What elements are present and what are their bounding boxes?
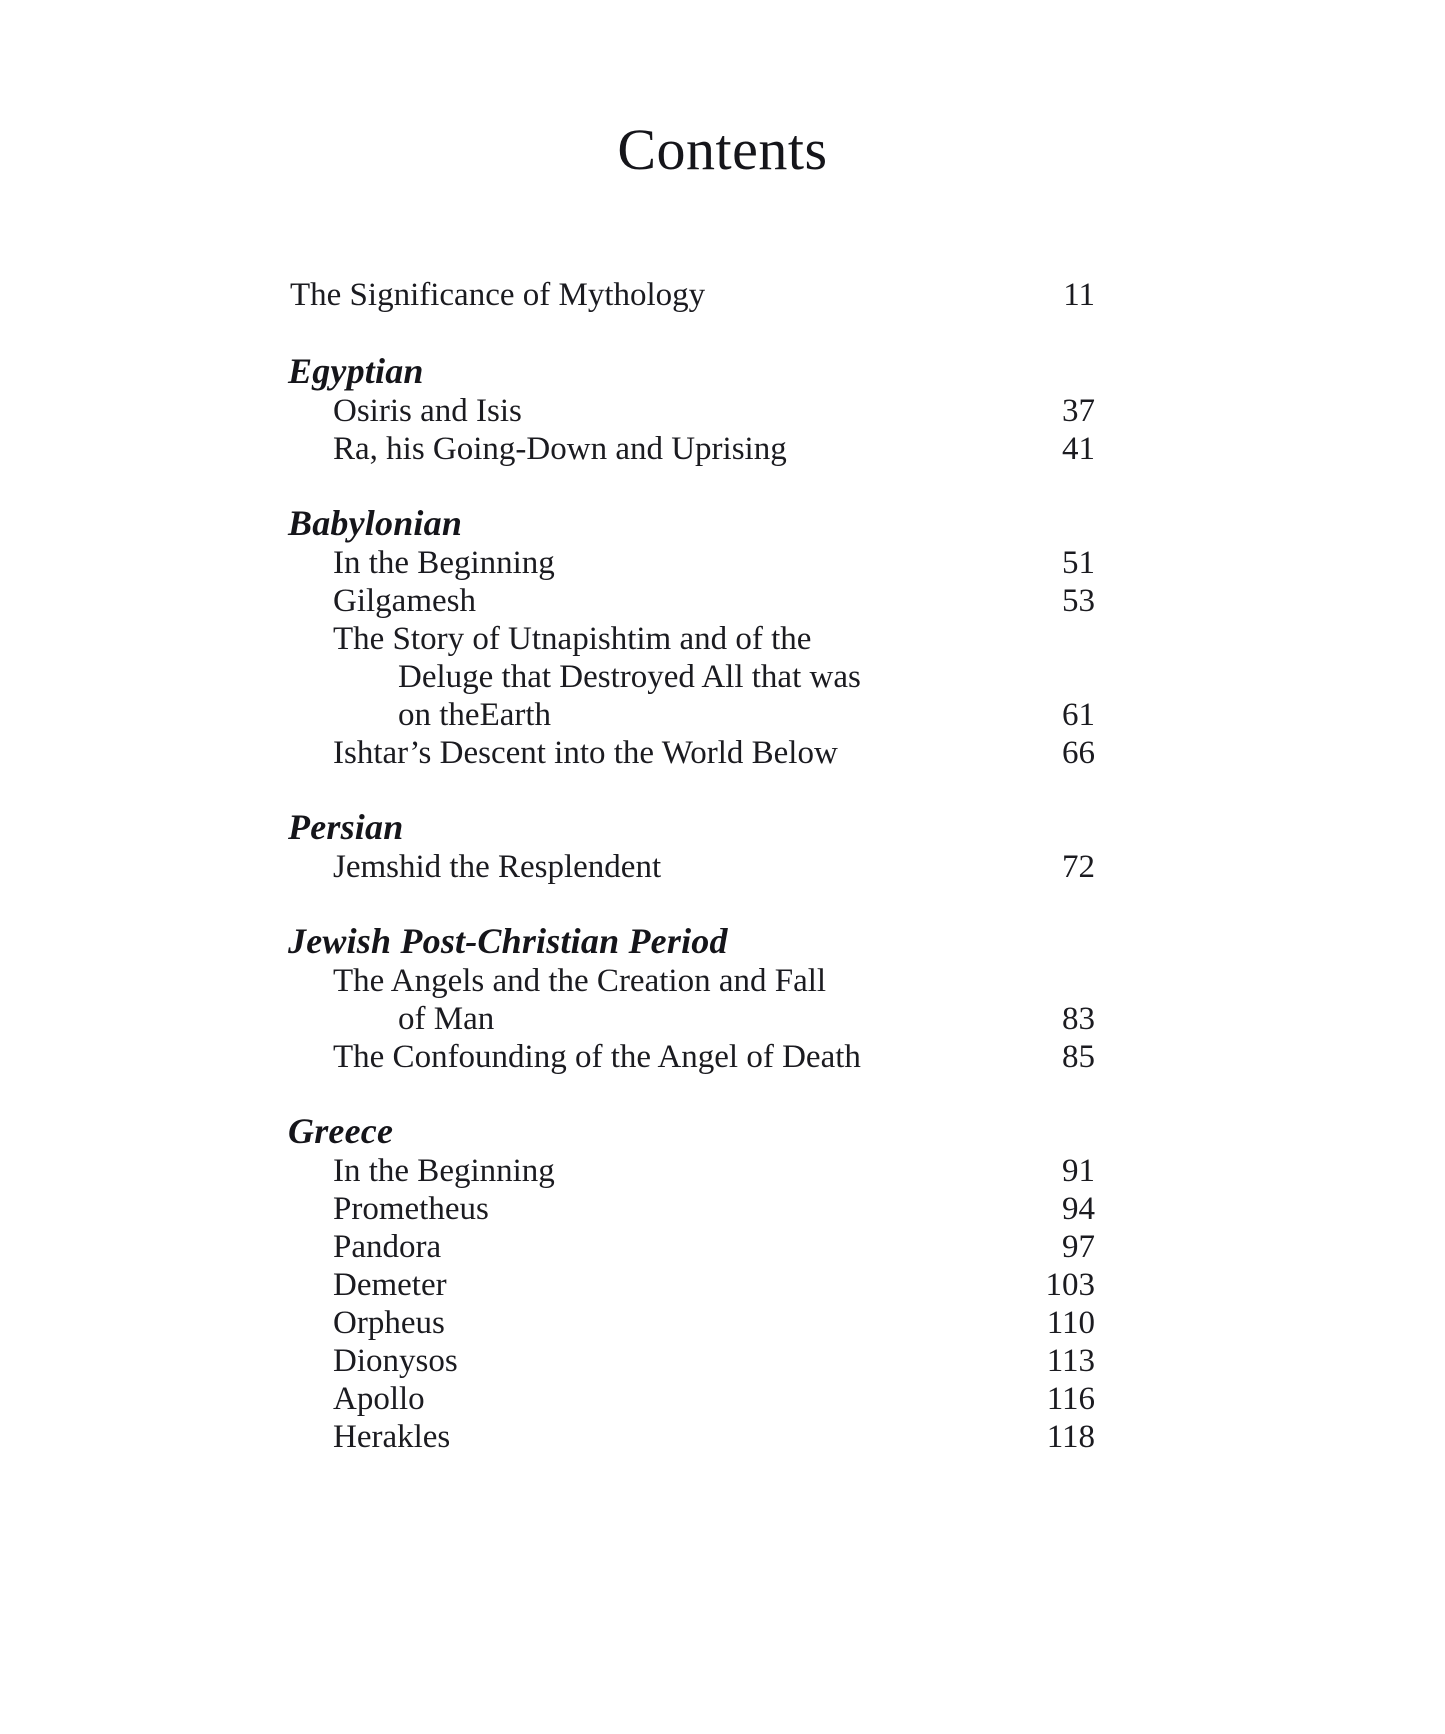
toc-entry-label: The Angels and the Creation and Fall (333, 963, 827, 999)
toc-spacer (0, 1076, 1445, 1110)
toc-entry[interactable] (0, 620, 1445, 658)
toc-entry[interactable] (0, 848, 1445, 886)
toc-section (0, 502, 1445, 772)
toc-entry-label: Jemshid the Resplendent (333, 849, 662, 885)
toc-entry[interactable] (0, 582, 1445, 620)
toc-entry[interactable] (0, 392, 1445, 430)
toc-entry-label: The Story of Utnapishtim and of the (333, 621, 812, 657)
toc-entry[interactable] (0, 962, 1445, 1000)
toc-entry[interactable] (0, 1418, 1445, 1456)
toc-entry[interactable] (0, 1228, 1445, 1266)
toc-entry[interactable] (0, 658, 1445, 696)
toc-entry-label: Deluge that Destroyed All that was (398, 659, 861, 695)
toc-entry[interactable] (0, 696, 1445, 734)
toc-page-number: 91 (1062, 1153, 1095, 1189)
toc-entry-label: Apollo (333, 1381, 425, 1417)
toc-entry[interactable] (0, 276, 1445, 314)
toc-page-number: 61 (1062, 697, 1095, 733)
toc-section-heading: Persian (288, 807, 404, 847)
toc-entry[interactable] (0, 1038, 1445, 1076)
toc-page-number: 116 (1046, 1381, 1095, 1417)
toc-page-number: 110 (1046, 1305, 1095, 1341)
toc-entry-label: Gilgamesh (333, 583, 476, 619)
toc-page-number: 53 (1062, 583, 1095, 619)
page-title: Contents (617, 117, 828, 182)
toc-page-number: 103 (1045, 1267, 1095, 1303)
toc-entry[interactable] (0, 1190, 1445, 1228)
toc-entry-label: Pandora (333, 1229, 442, 1265)
toc-page-number: 83 (1062, 1001, 1095, 1037)
toc-page-number: 41 (1062, 431, 1095, 467)
toc-entry-label: on theEarth (398, 697, 552, 733)
toc-entry-label: In the Beginning (333, 545, 555, 581)
toc-page-number: 11 (1063, 277, 1095, 313)
toc-entry-label: Ishtar’s Descent into the World Below (333, 735, 838, 771)
toc-section (0, 350, 1445, 468)
toc-entry-label: Herakles (333, 1419, 451, 1455)
toc-page-number: 72 (1062, 849, 1095, 885)
toc-entry-label: Prometheus (333, 1191, 489, 1227)
toc-entry-label: Osiris and Isis (333, 393, 522, 429)
toc-entry[interactable] (0, 1000, 1445, 1038)
toc-list (0, 276, 1445, 1456)
toc-entry-label: The Significance of Mythology (290, 277, 706, 313)
toc-standalone-entry (0, 276, 1445, 314)
toc-entry[interactable] (0, 1304, 1445, 1342)
toc-section (0, 1110, 1445, 1456)
toc-entry-label: Dionysos (333, 1343, 458, 1379)
toc-section (0, 920, 1445, 1076)
toc-section (0, 806, 1445, 886)
toc-entry[interactable] (0, 544, 1445, 582)
toc-entry[interactable] (0, 430, 1445, 468)
toc-spacer (0, 314, 1445, 350)
toc-entry[interactable] (0, 1152, 1445, 1190)
toc-page-number: 94 (1062, 1191, 1095, 1227)
toc-page-number: 113 (1046, 1343, 1095, 1379)
toc-section-heading: Greece (288, 1111, 394, 1151)
toc-entry-label: of Man (398, 1001, 495, 1037)
toc-entry[interactable] (0, 734, 1445, 772)
toc-spacer (0, 468, 1445, 502)
toc-page-number: 85 (1062, 1039, 1095, 1075)
toc-entry-label: The Confounding of the Angel of Death (333, 1039, 861, 1075)
toc-page-number: 97 (1062, 1229, 1095, 1265)
toc-section-heading: Egyptian (288, 351, 424, 391)
toc-spacer (0, 772, 1445, 806)
toc-section-heading: Jewish Post-Christian Period (288, 921, 728, 961)
toc-page-number: 118 (1046, 1419, 1095, 1455)
toc-entry-label: Demeter (333, 1267, 447, 1303)
toc-entry[interactable] (0, 1342, 1445, 1380)
toc-spacer (0, 886, 1445, 920)
toc-entry-label: Orpheus (333, 1305, 445, 1341)
toc-entry[interactable] (0, 1380, 1445, 1418)
toc-page-number: 66 (1062, 735, 1095, 771)
toc-entry-label: In the Beginning (333, 1153, 555, 1189)
toc-page-number: 51 (1062, 545, 1095, 581)
toc-entry-label: Ra, his Going-Down and Uprising (333, 431, 787, 467)
toc-entry[interactable] (0, 1266, 1445, 1304)
toc-section-heading: Babylonian (288, 503, 463, 543)
toc-page-number: 37 (1062, 393, 1095, 429)
